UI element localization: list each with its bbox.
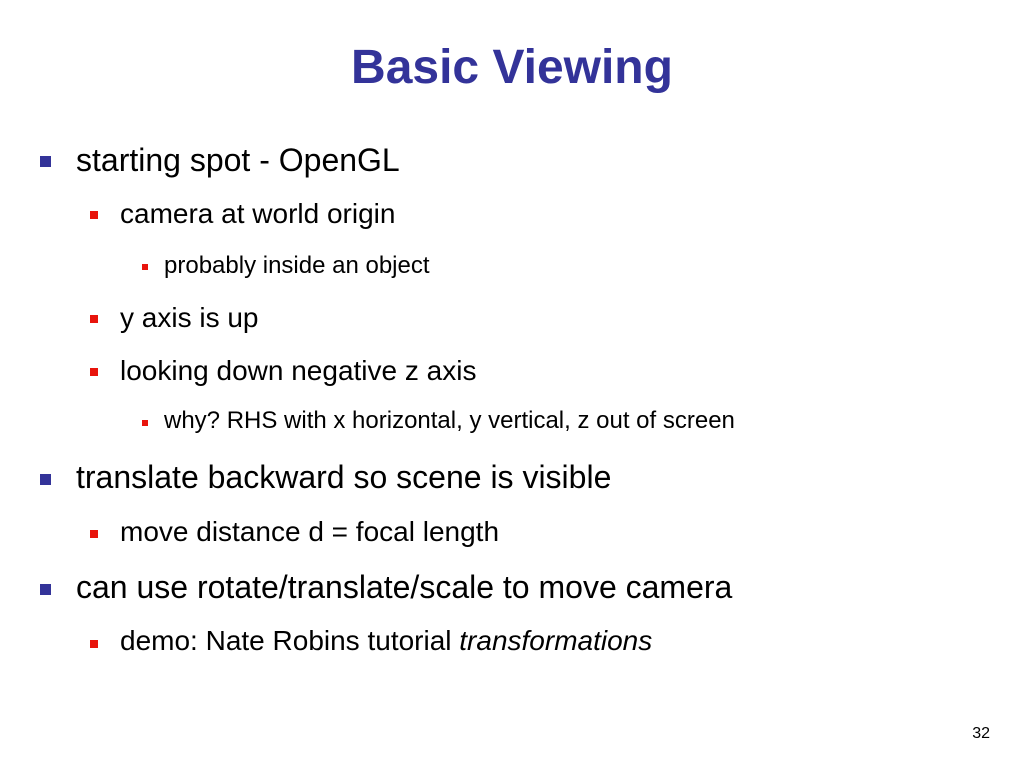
bullet-text: y axis is up <box>120 302 259 333</box>
square-bullet-icon <box>90 640 98 648</box>
bullet-text: translate backward so scene is visible <box>76 459 612 495</box>
bullet-text: probably inside an object <box>164 252 430 279</box>
square-bullet-icon <box>90 211 98 219</box>
square-bullet-icon <box>142 264 148 270</box>
square-bullet-icon <box>40 156 51 167</box>
bullet-text-plain: demo: Nate Robins tutorial <box>120 625 460 656</box>
bullet-text-italic: transformations <box>459 625 653 656</box>
bullet-text <box>120 624 652 658</box>
bullet-text: looking down negative z axis <box>120 355 477 386</box>
bullet-text: move distance d = focal length <box>120 516 500 547</box>
bullet-text: why? RHS with x horizontal, y vertical, z out of screen <box>164 407 735 434</box>
square-bullet-icon <box>40 474 51 485</box>
bullet-text: camera at world origin <box>120 198 396 229</box>
square-bullet-icon <box>90 315 98 323</box>
bullet-text: can use rotate/translate/scale to move camera <box>76 569 733 605</box>
page-number: 32 <box>972 725 990 742</box>
square-bullet-icon <box>40 584 51 595</box>
square-bullet-icon <box>90 530 98 538</box>
slide-title: Basic Viewing <box>351 41 673 94</box>
bullet-text: starting spot - OpenGL <box>76 142 400 178</box>
square-bullet-icon <box>90 368 98 376</box>
square-bullet-icon <box>142 420 148 426</box>
